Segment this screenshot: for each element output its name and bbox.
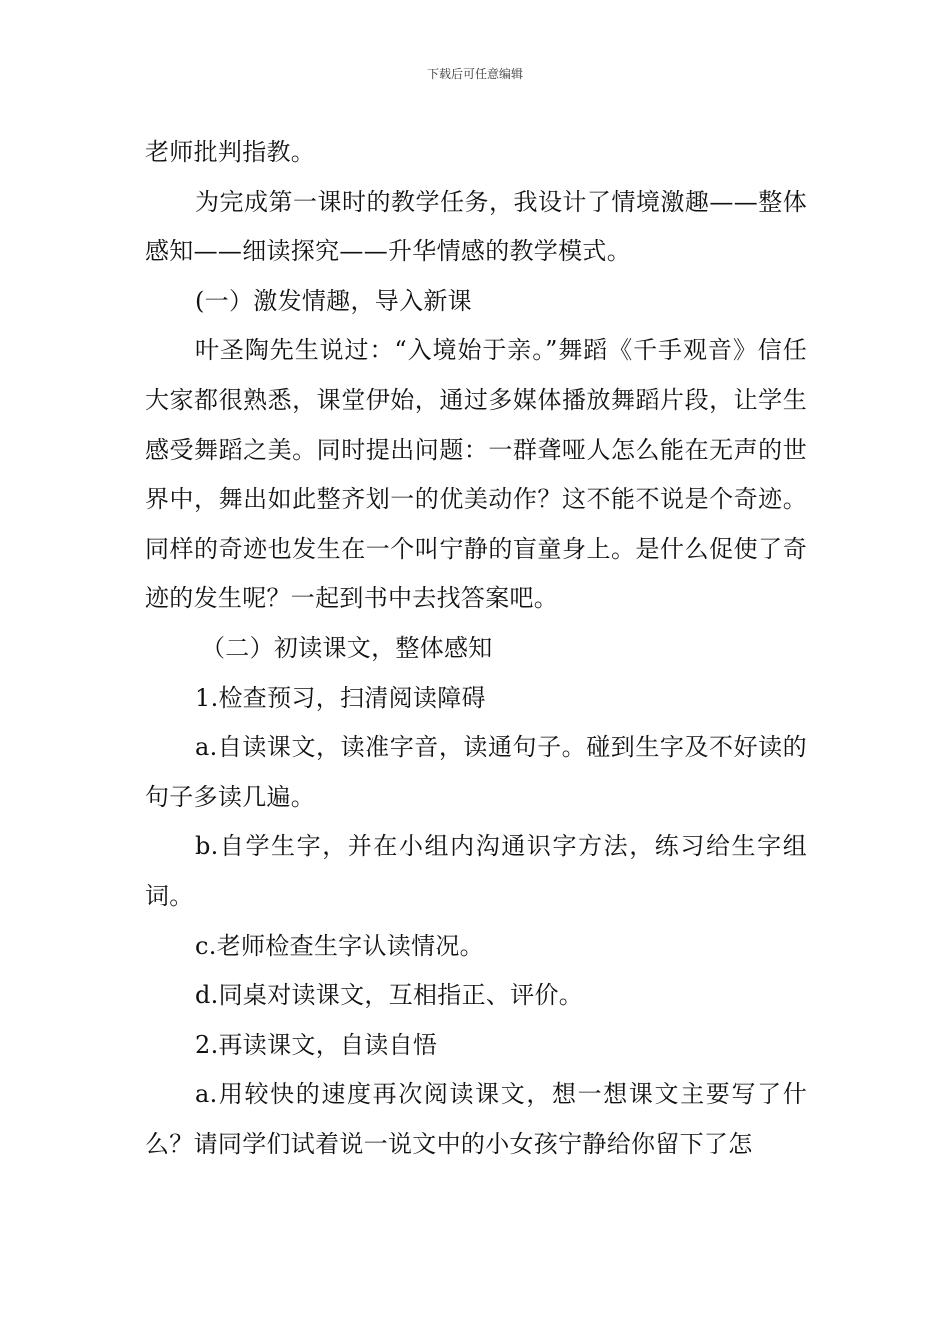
section-heading-1: (一）激发情趣，导入新课 xyxy=(195,286,472,315)
list-item-b: b.自学生字，并在小组内沟通识字方法，练习给生字组词。 xyxy=(145,832,807,910)
paragraph-continuation: 老师批判指教。 xyxy=(145,138,316,166)
paragraph-introduction: 叶圣陶先生说过：“入境始于亲。”舞蹈《千手观音》信任大家都很熟悉，课堂伊始，通过多媒体播放舞蹈片段，让学生感受舞蹈之美。同时提出问题：一群聋哑人怎么能在无声的世界中，舞出如此整齐划一的优美动作？这不能不说是个奇迹。同样的奇迹也发生在一个叫宁静的盲童身上。是什么促使了奇迹的发生呢？一起到书中去找答案吧。 xyxy=(145,336,807,613)
section-heading-2: （二）初读课文，整体感知 xyxy=(201,633,493,662)
document-body xyxy=(145,128,807,1169)
paragraph-teaching-model: 为完成第一课时的教学任务，我设计了情境激趣——整体感知——细读探究——升华情感的教学模式。 xyxy=(145,187,807,266)
list-item-reread-a: a.用较快的速度再次阅读课文，想一想课文主要写了什么？请同学们试着说一说文中的小女孩宁静给你留下了怎 xyxy=(145,1080,807,1158)
list-item-c: c.老师检查生字认读情况。 xyxy=(195,931,484,960)
subheading-preview-check: 1.检查预习，扫清阅读障碍 xyxy=(195,683,486,712)
page-header-note: 下载后可任意编辑 xyxy=(426,67,523,81)
list-item-a: a.自读课文，读准字音，读通句子。碰到生字及不好读的句子多读几遍。 xyxy=(145,733,807,811)
subheading-reread: 2.再读课文，自读自悟 xyxy=(195,1030,438,1059)
list-item-d: d.同桌对读课文，互相指正、评价。 xyxy=(195,981,584,1010)
